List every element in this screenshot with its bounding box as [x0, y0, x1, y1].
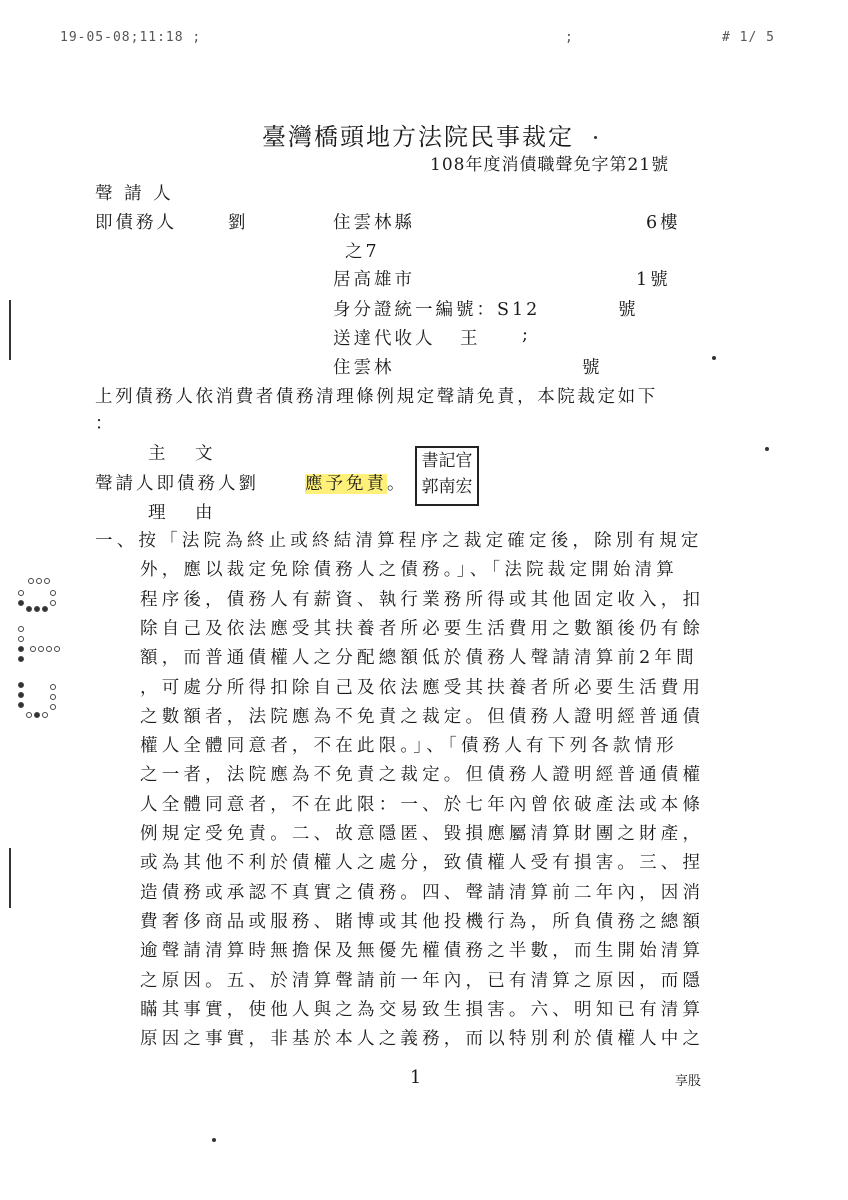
punch-hole [26, 606, 32, 612]
service-agent-label: 送達代收人 [333, 329, 436, 349]
punch-hole [42, 606, 48, 612]
punch-hole [50, 684, 56, 690]
reason-line: 額，而普通債權人之分配總額低於債務人聲請清算前2年間 [140, 648, 698, 669]
document-title: 臺灣橋頭地方法院民事裁定 [262, 123, 574, 151]
punch-hole [38, 646, 44, 652]
punch-hole [36, 578, 42, 584]
service-agent-address-tail: 號 [582, 358, 603, 378]
main-text-prefix: 聲請人即債務人劉 [95, 474, 259, 494]
fax-timestamp: 19-05-08;11:18 ; [60, 30, 202, 45]
main-text-heading: 主 文 [148, 444, 219, 464]
reason-line: 程序後，債務人有薪資、執行業務所得或其他固定收入，扣 [140, 589, 705, 610]
reason-line: 原因之事實，非基於本人之義務，而以特別利於債權人中之 [140, 1029, 705, 1050]
punch-hole [18, 626, 24, 632]
case-number: 108年度消債職聲免字第21號 [430, 155, 670, 175]
punch-hole [26, 712, 32, 718]
punch-hole [34, 712, 40, 718]
party-address-line2: 之7 [345, 242, 380, 262]
party-residence-tail: 1號 [636, 270, 671, 290]
party-name: 劉 [228, 213, 249, 233]
reason-line: 之一者，法院應為不免責之裁定。但債務人證明經普通債權 [140, 765, 705, 786]
punch-hole [18, 646, 24, 652]
reason-line: 人全體同意者，不在此限：一、於七年內曾依破產法或本條 [140, 794, 705, 815]
ruling-intro: 上列債務人依消費者債務清理條例規定聲請免責，本院裁定如下 [95, 387, 658, 407]
binding-margin-line [9, 300, 11, 360]
punch-hole [18, 590, 24, 596]
fax-separator: ; [565, 30, 574, 45]
party-role-applicant: 聲 請 人 [95, 184, 174, 204]
fax-page-indicator: # 1/ 5 [722, 30, 775, 45]
punch-hole [46, 646, 52, 652]
reason-line: 瞞其事實，使他人與之為交易致生損害。六、明知已有清算 [140, 999, 705, 1020]
main-text [95, 470, 408, 495]
reason-line: 之原因。五、於清算聲請前一年內，已有清算之原因，而隱 [140, 970, 705, 991]
ink-speck [212, 1138, 216, 1142]
punch-hole [18, 682, 24, 688]
punch-hole [18, 656, 24, 662]
punch-hole [18, 702, 24, 708]
party-id-tail: 號 [618, 300, 639, 320]
clerk-seal-title: 書記官 [421, 451, 473, 471]
discharge-granted-text: 應予免責 [305, 474, 387, 494]
reason-line: 一、按「法院為終止或終結清算程序之裁定確定後，除別有規定 [95, 531, 703, 551]
party-role-debtor: 即債務人 [95, 213, 177, 233]
punch-hole [30, 646, 36, 652]
service-agent-address: 住雲林 [333, 358, 395, 378]
main-text-suffix: 。 [387, 474, 408, 494]
ink-speck [712, 356, 716, 360]
punch-hole [54, 646, 60, 652]
ink-speck [594, 136, 597, 139]
punch-hole [50, 694, 56, 700]
ink-speck [765, 447, 769, 451]
reason-line: 權人全體同意者，不在此限。」、「債務人有下列各款情形 [140, 736, 678, 757]
reasons-heading: 理 由 [148, 503, 219, 523]
reason-line: 費奢侈商品或服務、賭博或其他投機行為，所負債務之總額 [140, 911, 705, 932]
punch-hole [50, 590, 56, 596]
punch-hole [18, 692, 24, 698]
punch-hole [28, 578, 34, 584]
party-address-tail: 6樓 [646, 213, 681, 233]
clerk-seal-name: 郭南宏 [421, 477, 473, 497]
ruling-intro-colon: ： [95, 414, 116, 434]
punch-hole [34, 606, 40, 612]
punch-hole [44, 578, 50, 584]
punch-hole [50, 600, 56, 606]
punch-hole [18, 600, 24, 606]
reason-line: 或為其他不利於債權人之處分，致債權人受有損害。三、捏 [140, 853, 705, 874]
footer-mark: 享股 [675, 1074, 702, 1089]
service-agent-mark: ; [522, 325, 531, 345]
page-number: 1 [410, 1068, 425, 1088]
reason-line: ，可處分所得扣除自己及依法應受其扶養者所必要生活費用 [140, 677, 705, 698]
punch-hole [50, 704, 56, 710]
clerk-seal-stamp [415, 446, 479, 506]
party-address: 住雲林縣 [333, 213, 415, 233]
reason-line: 造債務或承認不真實之債務。四、聲請清算前二年內，因消 [140, 882, 705, 903]
party-id-number: 身分證統一編號：S12 [333, 300, 541, 320]
service-agent-name: 王 [460, 329, 481, 349]
reason-line: 之數額者，法院應為不免責之裁定。但債務人證明經普通債 [140, 706, 705, 727]
party-residence: 居高雄市 [333, 270, 415, 290]
binding-margin-line [9, 848, 11, 908]
reason-line: 外，應以裁定免除債務人之債務。」、「法院裁定開始清算 [140, 560, 678, 581]
reason-line: 除自己及依法應受其扶養者所必要生活費用之數額後仍有餘 [140, 618, 705, 639]
punch-hole [18, 636, 24, 642]
reason-line: 例規定受免責。二、故意隱匿、毀損應屬清算財團之財產， [140, 824, 705, 844]
punch-hole [42, 712, 48, 718]
reason-line: 逾聲請清算時無擔保及無優先權債務之半數，而生開始清算 [140, 941, 705, 962]
